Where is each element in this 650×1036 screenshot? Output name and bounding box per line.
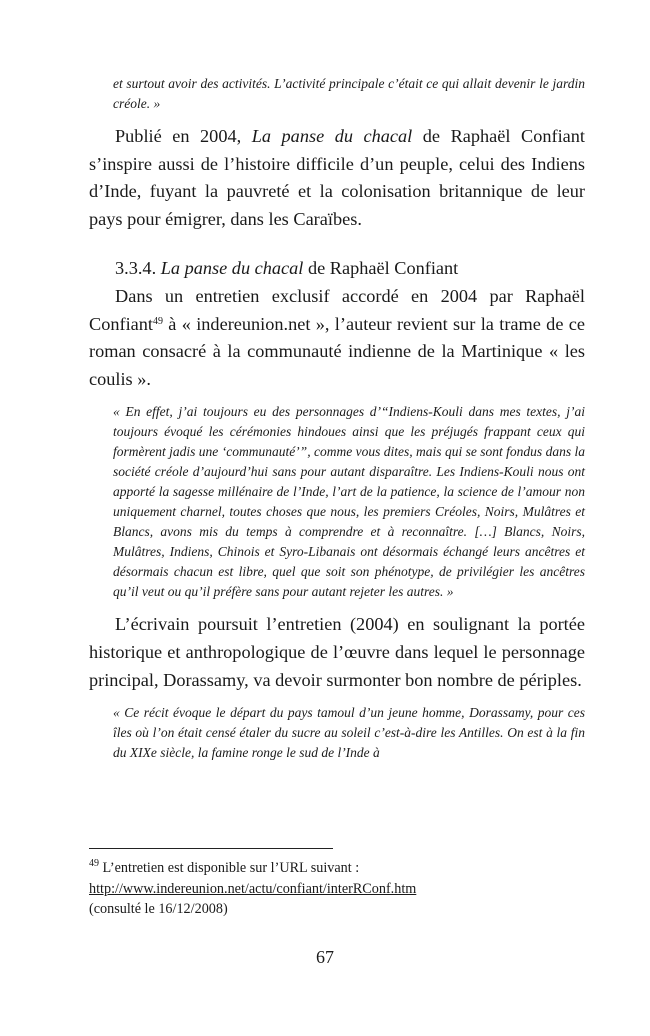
quote-interview-1: « En effet, j’ai toujours eu des personnages d’“Indiens-Kouli dans mes textes, j’ai toujours évoqué les cérémonies hindoues ainsi que les préjugés frappant ceux qui formèrent jadis une ‘communauté’”, comme vous dites, mais qui se sont fondus dans la société créole d’aujourd’hui sans pour autant disparaître. Les Indiens-Kouli nous ont apporté la sagesse millénaire de l’Inde, l’art de la patience, la science de l’amour non uniquement charnel, toutes choses que nous, les premiers Créoles, Noirs, Mulâtres et Blancs, avons mis du temps à comprendre et à reconnaître. […] Blancs, Noirs, Mulâtres, Indiens, Chinois et Syro-Libanais ont désormais échangé leurs ancêtres et désormais chacun est libre, quel que soit son phénotype, de privilégier les ancêtres qu’il veut ou qu’il préfère sans pour autant rejeter les autres. »: [113, 404, 585, 600]
footnote-url-link[interactable]: http://www.indereunion.net/actu/confiant/interRConf.htm: [89, 880, 417, 897]
section-heading: [89, 255, 585, 283]
heading-suffix: de Raphaël Confiant: [303, 258, 459, 279]
page-body: [89, 74, 585, 763]
footnote: [89, 858, 589, 920]
footnote-line-2: [89, 879, 589, 900]
para1-suffix: de Raphaël Confiant s’inspire aussi de l’histoire difficile d’un peuple, celui des Indiens d’Inde, fuyant la pauvreté et la colonisation britannique de leur pays pour émigrer, dans les Caraïbes.: [89, 126, 585, 229]
heading-book-title: La panse du chacal: [160, 258, 304, 279]
quote-continuation: et surtout avoir des activités. L’activité principale c’était ce qui allait devenir le jardin créole. »: [113, 76, 585, 111]
footnote-text: L’entretien est disponible sur l’URL suivant :: [99, 860, 360, 876]
quote-interview-2: « Ce récit évoque le départ du pays tamoul d’un jeune homme, Dorassamy, pour ces îles où l’on était censé étaler du sucre au soleil c’est-à-dire les Antilles. On est à la fin du XIXe siècle, la famine ronge le sud de l’Inde à: [113, 705, 585, 761]
paragraph-3: L’écrivain poursuit l’entretien (2004) en soulignant la portée historique et anthropologique de l’œuvre dans lequel le personnage principal, Dorassamy, va devoir surmonter bon nombre de périples.: [89, 614, 585, 690]
paragraph-2: [89, 283, 585, 393]
paragraph-1: [89, 123, 585, 233]
footnote-line-1: [89, 858, 589, 879]
heading-number: 3.3.4.: [115, 258, 161, 279]
footnote-number: 49: [89, 858, 99, 869]
para2-part1: Dans un entretien exclusif accordé en 2004 par Raphaël Confiant: [89, 285, 585, 334]
footnote-rule: [89, 848, 333, 849]
book-title: La panse du chacal: [251, 126, 413, 146]
page-number: 67: [316, 947, 334, 967]
para2-part2: à « indereunion.net », l’auteur revient sur la trame de ce roman consacré à la communauté indienne de la Martinique « les coulis ».: [89, 313, 585, 389]
para1-prefix: Publié en 2004,: [115, 126, 252, 146]
footnote-ref[interactable]: 49: [152, 315, 163, 327]
footnote-line-3: (consulté le 16/12/2008): [89, 901, 228, 917]
